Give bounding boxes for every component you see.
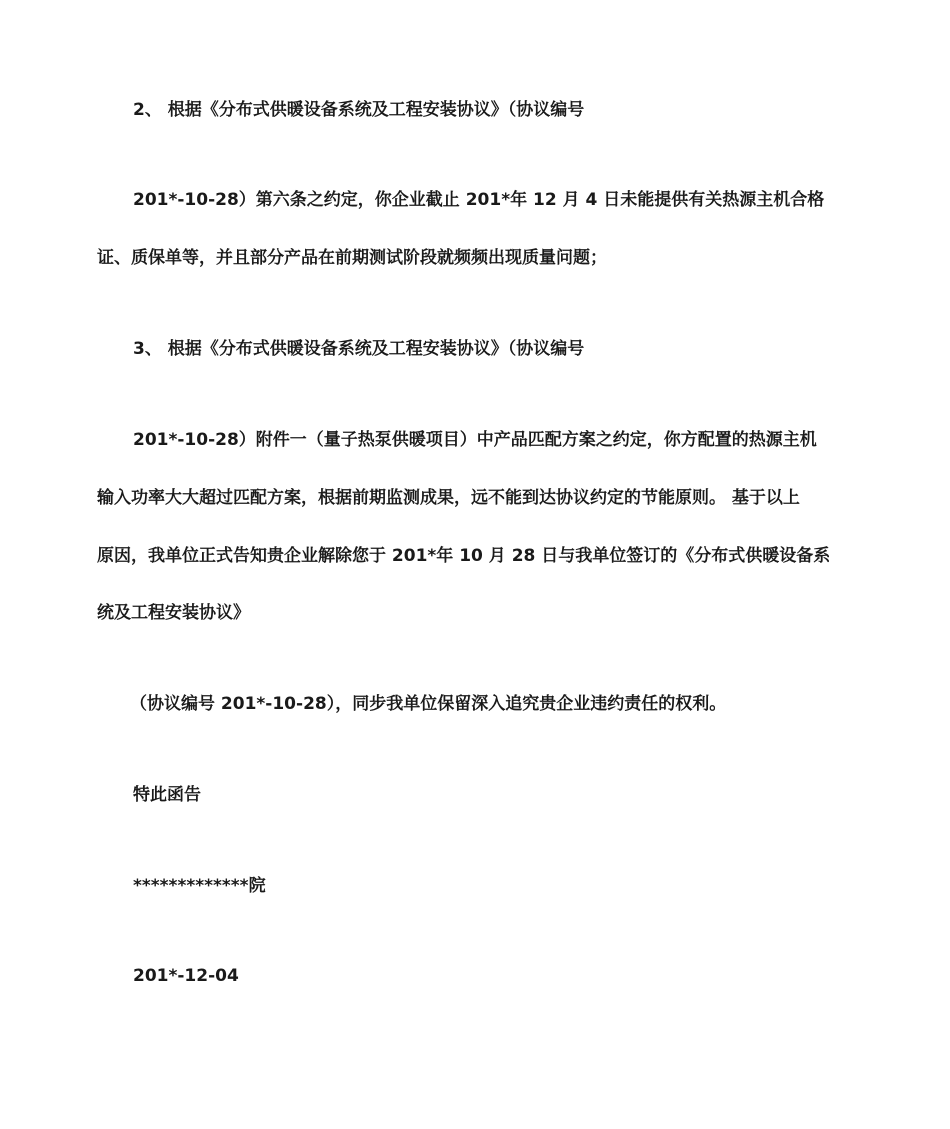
- clause-3-line-2: 201*-10-28）附件一（量子热泵供暖项目）中产品匹配方案之约定，你方配置的热源主机: [133, 430, 817, 450]
- conclusion-line-3: （协议编号 201*-10-28），同步我单位保留深入追究贵企业违约责任的权利。: [130, 694, 727, 714]
- clause-3-line-3: 输入功率大大超过匹配方案，根据前期监测成果，远不能到达协议约定的节能原则。 基于以上: [97, 488, 800, 508]
- clause-2-line-1: 2、 根据《分布式供暖设备系统及工程安装协议》（协议编号: [133, 100, 585, 120]
- conclusion-line-1: 原因，我单位正式告知贵企业解除您于 201*年 10 月 28 日与我单位签订的《分布式供暖设备系: [97, 546, 831, 566]
- clause-2-line-3: 证、质保单等，并且部分产品在前期测试阶段就频频出现质量问题；: [97, 248, 607, 268]
- clause-2-line-2: 201*-10-28）第六条之约定，你企业截止 201*年 12 月 4 日未能提供有关热源主机合格: [133, 190, 825, 210]
- conclusion-line-2: 统及工程安装协议》: [97, 603, 250, 623]
- document-date: 201*-12-04: [133, 966, 239, 986]
- closing-remark: 特此函告: [133, 785, 201, 805]
- clause-3-line-1: 3、 根据《分布式供暖设备系统及工程安装协议》（协议编号: [133, 339, 585, 359]
- sender-name: *************院: [133, 876, 266, 896]
